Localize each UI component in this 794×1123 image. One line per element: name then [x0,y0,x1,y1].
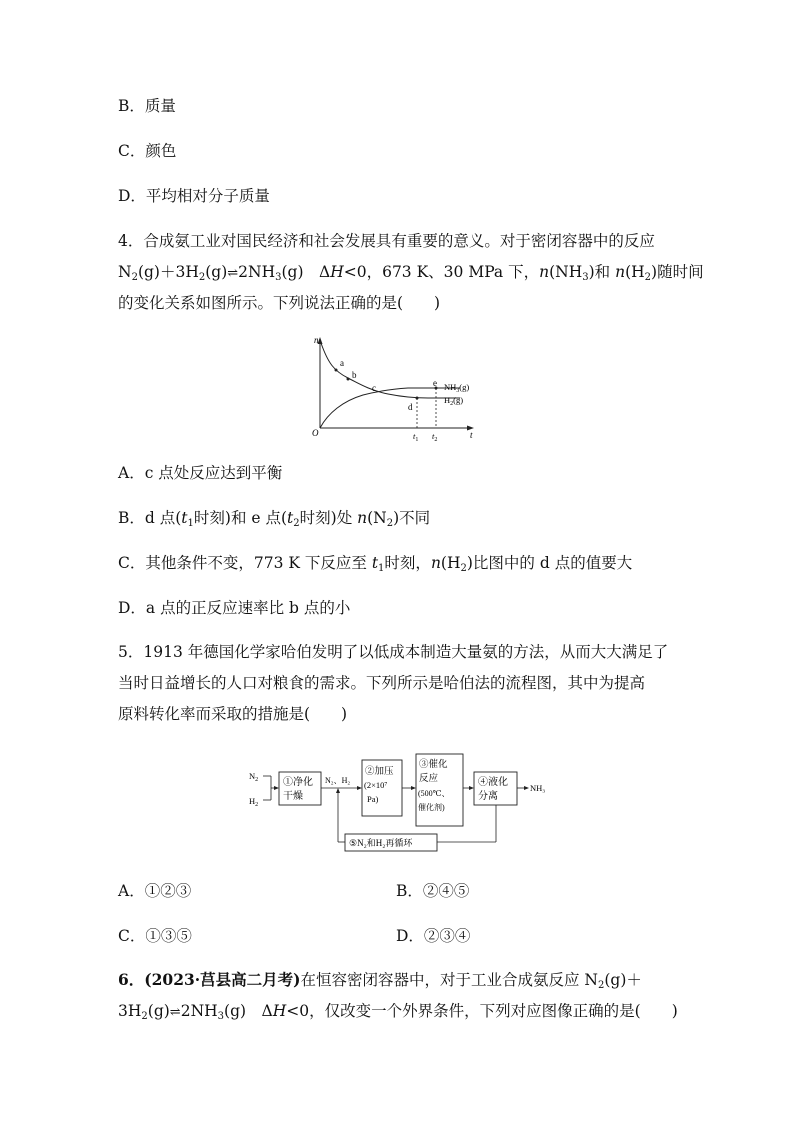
point-e-label: e [433,378,437,388]
q3-option-b: B．质量 [118,97,176,115]
q4-option-b: B．d 点($t_1$时刻)和 e 点($t_2$时刻)处 $n(N_2)$不同 [118,509,431,529]
nh3-curve-label: $NH_3(g)$ [444,382,470,394]
point-a [335,369,338,372]
h2-curve-label: $H_2(g)$ [444,395,464,407]
origin-label: O [312,428,319,438]
q3-option-c: C．颜色 [118,142,177,160]
box1-line1: ①净化 [283,777,313,788]
point-d-label: d [408,402,413,412]
mid-label: N₂、H₂ [325,776,351,785]
q6-stem-line2: $3H_2(g)\rightleftharpoons 2NH_3(g)$ ΔH<0，仅改变一个外界条件，下列对应图像正确的是( ) [118,1002,678,1022]
q4-option-d: D．a 点的正反应速率比 b 点的小 [118,599,351,617]
q4-stem-line1: 4．合成氨工业对国民经济和社会发展具有重要的意义。对于密闭容器中的反应 [118,232,655,250]
q5-stem-line1: 5．1913 年德国化学家哈伯发明了以低成本制造大量氨的方法，从而大大满足了 [118,643,669,661]
q3-option-d: D．平均相对分子质量 [118,187,270,205]
point-b [347,378,350,381]
box2-line3: Pa) [367,794,379,804]
box3-line3: (500℃、 [418,789,450,798]
t1-label: $t_1$ [413,431,419,443]
box2-line2: (2×10⁷ [364,780,388,790]
box2-line1: ②加压 [365,767,394,777]
q5-option-a: A．①②③ [118,882,192,900]
point-c-label: c [372,383,376,393]
box3-line4: 催化剂) [418,803,445,812]
output-label: NH₃ [530,783,546,793]
q5-option-d: D．②③④ [396,927,471,945]
q5-flow-diagram [245,752,555,858]
input-h2-label: $H_2$ [249,796,259,808]
point-a-label: a [340,358,344,368]
q6-stem-line1: 6．(2023·莒县高二月考)在恒容密闭容器中，对于工业合成氨反应 $N_2(g)+$ [118,970,642,991]
y-axis-label: n [314,335,319,345]
q5-stem-line3: 原料转化率而采取的措施是( ) [118,705,348,723]
point-b-label: b [352,370,357,380]
q4-graph [308,333,488,445]
x-axis-label: t [470,430,473,440]
box4-line2: 分离 [478,791,498,802]
q5-stem-line2: 当时日益增长的人口对粮食的需求。下列所示是哈伯法的流程图，其中为提高 [118,674,646,692]
box3-line1: ③催化 [419,760,448,770]
recycle-label: ⑤N₂和H₂再循环 [349,838,413,848]
q4-option-a: A．c 点处反应达到平衡 [118,464,283,482]
q5-option-b: B．②④⑤ [396,882,470,900]
q4-stem-line2: $N_2(g)+3H_2(g)\rightleftharpoons 2NH_3(g)$ ΔH<0，673 K、30 MPa 下，$n(NH_3)$和 $n(H_2)$随时间 [118,263,704,283]
box3-line2: 反应 [419,774,439,784]
q5-option-c: C．①③⑤ [118,927,192,945]
t2-label: $t_2$ [432,431,438,443]
q4-option-c: C．其他条件不变，773 K 下反应至 $t_1$时刻，$n(H_2)$比图中的 d 点的值要大 [118,554,633,574]
q6-source: 6．(2023·莒县高二月考) [118,970,301,989]
input-n2-label: $N_2$ [249,771,259,783]
box1-line2: 干燥 [283,791,303,802]
box4-line1: ④液化 [478,777,508,788]
q4-stem-line3: 的变化关系如图所示。下列说法正确的是( ) [118,294,441,312]
